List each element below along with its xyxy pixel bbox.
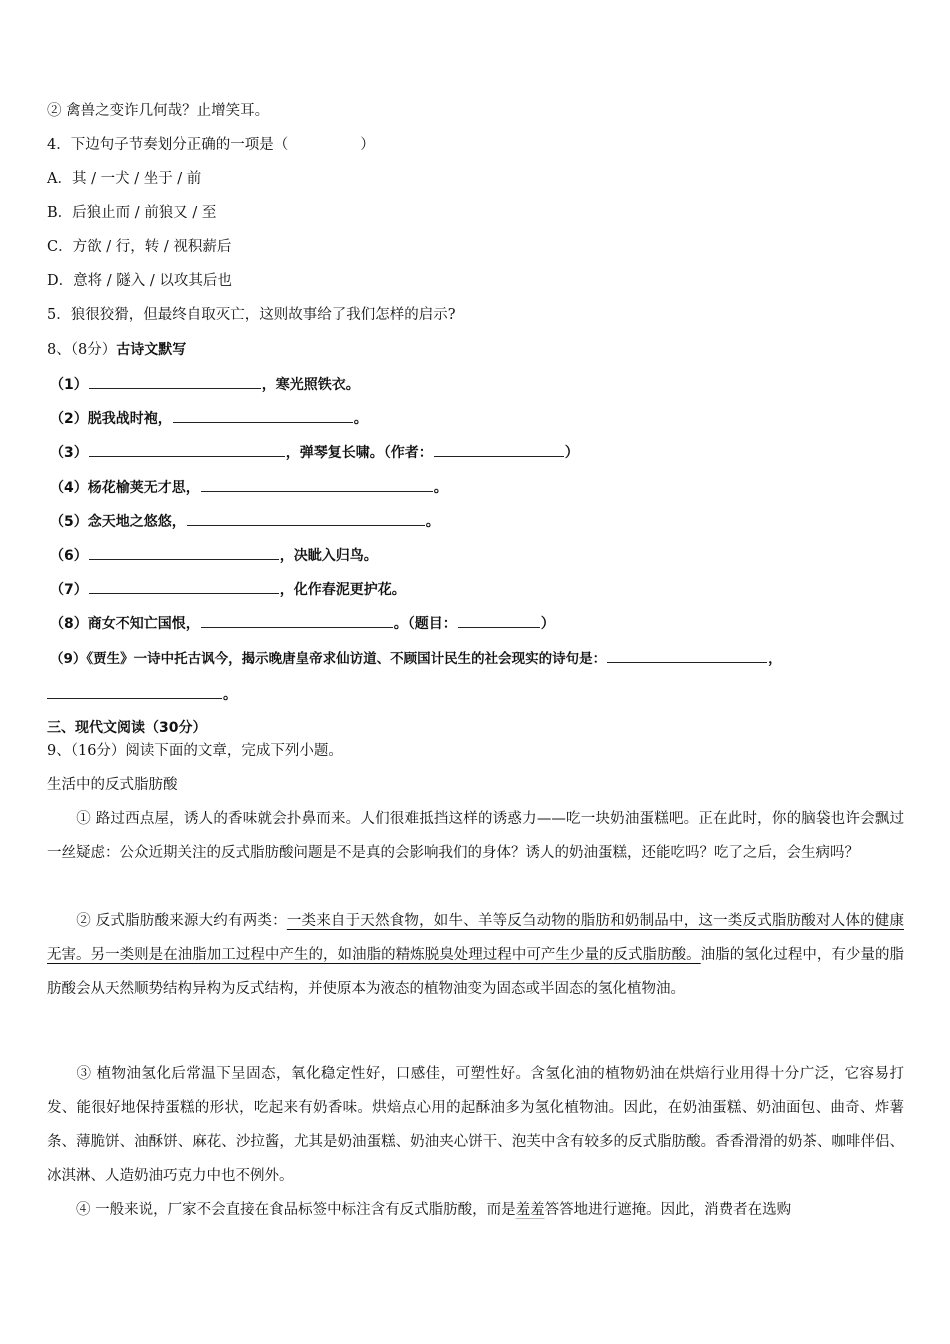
item-text: 脱我战时袍， xyxy=(87,411,172,427)
q5-stem: 5．狼很狡猾，但最终自取灭亡，这则故事给了我们怎样的启示? xyxy=(47,307,456,323)
fill-blank[interactable] xyxy=(89,374,261,389)
paragraph-2 xyxy=(47,904,904,1006)
item-text: ，弹琴复长啸。（作者： xyxy=(285,445,433,461)
item-text: ） xyxy=(564,445,579,461)
item-number: （5） xyxy=(50,514,88,530)
q8-item-4 xyxy=(50,477,448,498)
item-text: 。 xyxy=(425,514,440,530)
option-label: B． xyxy=(47,205,73,221)
paragraph-text: ① 路过西点屋，诱人的香味就会扑鼻而来。人们很难抵挡这样的诱惑力——吃一块奶油蛋糕吧。正在此时，你的脑袋也许会飘过一丝疑虑：公众近期关注的反式脂肪酸问题是不是真的会影响我们的身体？诱人的奶油蛋糕，还能吃吗？吃了之后，会生病吗？ xyxy=(47,811,904,861)
article-title: 生活中的反式脂肪酸 xyxy=(47,777,178,793)
option-text: 后狼止而 / 前狼又 / 至 xyxy=(72,205,217,221)
q8-item-7 xyxy=(50,579,406,600)
item-text: 。（题目： xyxy=(393,616,457,632)
item-number: （6） xyxy=(50,548,88,564)
item-number: （7） xyxy=(50,582,88,598)
item-number: （1） xyxy=(50,377,88,393)
q4-option-b xyxy=(47,203,216,223)
q8-item-6 xyxy=(50,545,378,566)
author-blank[interactable] xyxy=(434,442,564,457)
item-text: 。 xyxy=(223,687,237,703)
paragraph-3 xyxy=(47,1057,904,1193)
item-text: 。 xyxy=(433,480,448,496)
paragraph-text: 答答地进行遮掩。因此，消费者在选购 xyxy=(544,1202,792,1218)
option-text: 其 / 一犬 / 坐于 / 前 xyxy=(71,171,202,187)
fill-blank[interactable] xyxy=(89,442,285,457)
paragraph-1 xyxy=(47,802,904,870)
paragraph-text: ④ 一般来说，厂家不会直接在食品标签中标注含有反式脂肪酸，而是 xyxy=(76,1202,516,1218)
section-3-heading: 三、现代文阅读（30分） xyxy=(47,720,207,736)
item-text: 念天地之悠悠， xyxy=(87,514,186,530)
q9-stem: 9、（16分）阅读下面的文章，完成下列小题。 xyxy=(47,743,343,759)
fill-blank[interactable] xyxy=(89,579,279,594)
item-number: （4） xyxy=(50,480,88,496)
q8-item-9 xyxy=(50,648,782,669)
item-text: 商女不知亡国恨， xyxy=(87,616,200,632)
q4-stem-end: ） xyxy=(360,137,375,153)
item-text: ， xyxy=(768,651,782,667)
q4-stem xyxy=(47,135,375,155)
item-number: （8） xyxy=(50,616,88,632)
underlined-passage: 一类来自于天然食物，如牛、羊等反刍动物的脂肪和奶制品中，这一类反式脂肪酸对人体的健康无害。另一类则是在油脂加工过程中产生的，如油脂的精炼脱臭处理过程中可产生少量的反式脂肪酸。 xyxy=(47,913,905,963)
option-text: 意将 / 隧入 / 以攻其后也 xyxy=(73,273,232,289)
item-text: ，决眦入归鸟。 xyxy=(279,548,378,564)
q4-stem-text: 4．下边句子节奏划分正确的一项是（ xyxy=(47,137,289,153)
q8-item-3 xyxy=(50,442,579,463)
q8-item-9-line2 xyxy=(47,684,237,705)
fill-blank[interactable] xyxy=(173,408,353,423)
item-number: （9） xyxy=(50,651,87,667)
option-label: D． xyxy=(47,273,74,289)
q8-prefix: 8、（8分） xyxy=(47,342,117,358)
q8-item-5 xyxy=(50,511,440,532)
fill-blank[interactable] xyxy=(201,613,393,628)
q8-title: 古诗文默写 xyxy=(116,342,187,358)
q8-item-8 xyxy=(50,613,555,634)
q7-item-2: ② 禽兽之变诈几何哉？止增笑耳。 xyxy=(47,103,270,119)
underlined-word: 羞羞 xyxy=(515,1202,545,1218)
fill-blank[interactable] xyxy=(607,648,767,663)
q8-item-1 xyxy=(50,374,360,395)
item-text: 。 xyxy=(353,411,368,427)
item-text: ，化作春泥更护花。 xyxy=(279,582,406,598)
option-label: C． xyxy=(47,239,73,255)
q4-option-a xyxy=(47,169,201,189)
item-text: ，寒光照铁衣。 xyxy=(261,377,360,393)
fill-blank[interactable] xyxy=(47,684,222,699)
item-number: （3） xyxy=(50,445,88,461)
option-text: 方欲 / 行，转 / 视积薪后 xyxy=(72,239,232,255)
paragraph-text: ③ 植物油氢化后常温下呈固态，氧化稳定性好，口感佳，可塑性好。含氢化油的植物奶油在烘焙行业用得十分广泛，它容易打发、能很好地保持蛋糕的形状，吃起来有奶香味。烘焙点心用的起酥油多为氢化植物油。因此，在奶油蛋糕、奶油面包、曲奇、炸薯条、薄脆饼、油酥饼、麻花、沙拉酱，尤其是奶油蛋糕、奶油夹心饼干、泡芙中含有较多的反式脂肪酸。香香滑滑的奶茶、咖啡伴侣、冰淇淋、人造奶油巧克力中也不例外。 xyxy=(47,1066,904,1184)
q4-option-d xyxy=(47,271,232,291)
item-number: （2） xyxy=(50,411,88,427)
q8-heading xyxy=(47,340,186,360)
item-text: ） xyxy=(540,616,555,632)
fill-blank[interactable] xyxy=(89,545,279,560)
item-text: 《贾生》一诗中托古讽今，揭示晚唐皇帝求仙访道、不顾国计民生的社会现实的诗句是： xyxy=(86,651,607,667)
fill-blank[interactable] xyxy=(187,511,425,526)
item-text: 杨花榆荚无才思， xyxy=(87,480,200,496)
title-blank[interactable] xyxy=(458,613,540,628)
q8-item-2 xyxy=(50,408,368,429)
paragraph-text: 油脂的氢化过程中，有少量的脂肪酸会从天然顺势结构异构为反式结构，并使原本为液态的植物油变为固态或半固态的氢化植物油。 xyxy=(47,947,905,997)
paragraph-4 xyxy=(47,1193,904,1227)
fill-blank[interactable] xyxy=(201,477,433,492)
q4-option-c xyxy=(47,237,231,257)
paragraph-text: ② 反式脂肪酸来源大约有两类： xyxy=(76,913,287,929)
option-label: A． xyxy=(47,171,72,187)
